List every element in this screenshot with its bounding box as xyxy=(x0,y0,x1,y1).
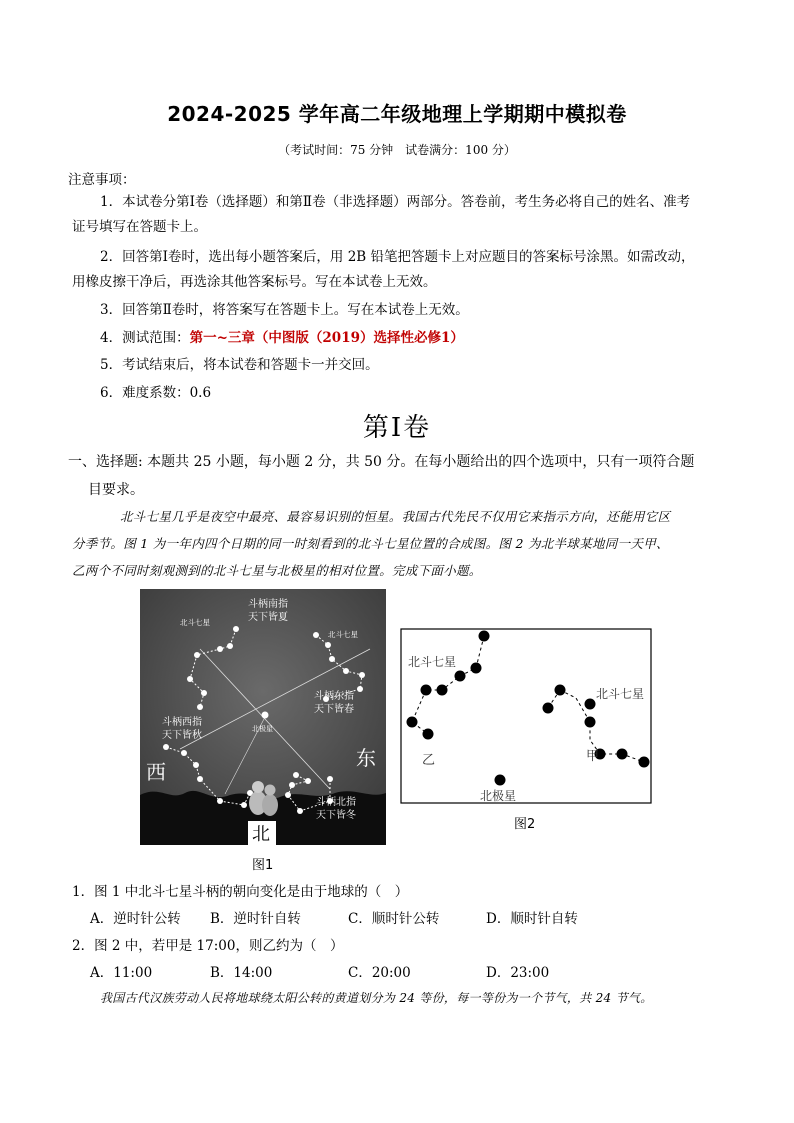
notice-item-2-line1: 2．回答第Ⅰ卷时，选出每小题答案后，用 2B 铅笔把答题卡上对应题目的答案标号涂黑。如需改动， xyxy=(100,249,695,265)
label-east: 东 xyxy=(356,746,376,770)
label-west: 西 xyxy=(146,760,166,784)
exam-info: （考试时间：75 分钟 试卷满分：100 分） xyxy=(278,143,516,157)
question-1-stem: 1．图 1 中北斗七星斗柄的朝向变化是由于地球的（ ） xyxy=(72,884,409,900)
passage-2-line1: 我国古代汉族劳动人民将地球绕太阳公转的黄道划分为 24 等份，每一等份为一个节气，共 24 节气。 xyxy=(100,991,653,1005)
passage-1-line1: 北斗七星几乎是夜空中最亮、最容易识别的恒星。我国古代先民不仅用它来指示方向，还能用它区 xyxy=(120,509,671,524)
question-2-option-a[interactable]: A．11:00 xyxy=(90,965,153,981)
label-south-line1: 斗柄南指 xyxy=(248,599,288,610)
question-1-option-a[interactable]: A．逆时针公转 xyxy=(90,911,181,927)
question-2-stem: 2．图 2 中，若甲是 17:00，则乙约为（ ） xyxy=(72,938,344,954)
question-1-option-d[interactable]: D．顺时针自转 xyxy=(486,911,578,927)
label-polaris: 北极星 xyxy=(252,725,273,733)
figure-2 xyxy=(400,628,652,804)
passage-1-line2: 分季节。图 1 为一年内四个日期的同一时刻看到的北斗七星位置的合成图。图 2 为北半球某地同一天甲、 xyxy=(72,536,669,551)
notice-item-4 xyxy=(100,326,464,350)
notice-item-5: 5．考试结束后，将本试卷和答题卡一并交回。 xyxy=(100,357,379,373)
page-title: 2024-2025 学年高二年级地理上学期期中模拟卷 xyxy=(167,102,627,126)
label-west-line1: 斗柄西指 xyxy=(162,717,202,728)
question-type-line2: 目要求。 xyxy=(88,482,144,498)
question-1-option-b[interactable]: B．逆时针自转 xyxy=(210,911,301,927)
label-north-line2: 天下皆冬 xyxy=(316,810,356,821)
figure-1-image xyxy=(140,589,386,845)
question-1-option-c[interactable]: C．顺时针公转 xyxy=(348,911,440,927)
label-north-line1: 斗柄北指 xyxy=(316,797,356,808)
question-type-line1: 一、选择题: 本题共 25 小题，每小题 2 分，共 50 分。在每小题给出的四个选项中，只有一项符合题 xyxy=(68,454,695,470)
notice-heading: 注意事项： xyxy=(68,172,136,188)
label-polaris-fig2: 北极星 xyxy=(480,789,517,803)
label-dipper-left: 北斗七星 xyxy=(408,655,457,669)
child-head-2 xyxy=(265,785,276,796)
question-2-option-d[interactable]: D．23:00 xyxy=(486,965,550,981)
label-dipper-right: 北斗七星 xyxy=(596,687,645,701)
test-scope: 第一~三章（中图版（2019）选择性必修1） xyxy=(189,330,464,346)
figure-2-image xyxy=(400,628,652,804)
passage-1-line3: 乙两个不同时刻观测到的北斗七星与北极星的相对位置。完成下面小题。 xyxy=(72,563,482,578)
figure-2-caption: 图2 xyxy=(514,817,536,832)
section-title: 第Ⅰ卷 xyxy=(362,413,432,443)
label-west-line2: 天下皆秋 xyxy=(162,730,202,741)
figure-1 xyxy=(140,589,386,845)
label-east-line1: 斗柄东指 xyxy=(314,691,354,702)
notice-item-3: 3．回答第Ⅱ卷时，将答案写在答题卡上。写在本试卷上无效。 xyxy=(100,302,469,318)
polaris-star-fig2 xyxy=(495,775,506,786)
notice-item-2-line2: 用橡皮擦干净后，再选涂其他答案标号。写在本试卷上无效。 xyxy=(72,274,437,290)
question-2-option-b[interactable]: B．14:00 xyxy=(210,965,273,981)
child-figure-2 xyxy=(262,794,278,816)
notice-item-1-line1: 1．本试卷分第Ⅰ卷（选择题）和第Ⅱ卷（非选择题）两部分。答卷前，考生务必将自己的姓名、准考 xyxy=(100,194,691,210)
label-jia: 甲 xyxy=(586,749,600,764)
label-south-line2: 天下皆夏 xyxy=(248,612,288,623)
child-head-1 xyxy=(252,781,264,793)
question-type-heading xyxy=(68,448,728,504)
notice-item-6: 6．难度系数：0.6 xyxy=(100,385,212,401)
polaris-star xyxy=(262,712,269,719)
figure-1-caption: 图1 xyxy=(252,858,274,873)
label-east-line2: 天下皆春 xyxy=(314,704,354,715)
label-dipper-east: 北斗七星 xyxy=(328,630,358,639)
question-2-option-c[interactable]: C．20:00 xyxy=(348,965,411,981)
notice-item-4-prefix: 4．测试范围： xyxy=(100,330,190,346)
label-dipper-south: 北斗七星 xyxy=(180,618,210,627)
notice-item-1-line2: 证号填写在答题卡上。 xyxy=(72,219,207,235)
label-north: 北 xyxy=(252,824,270,845)
label-yi: 乙 xyxy=(422,753,436,768)
